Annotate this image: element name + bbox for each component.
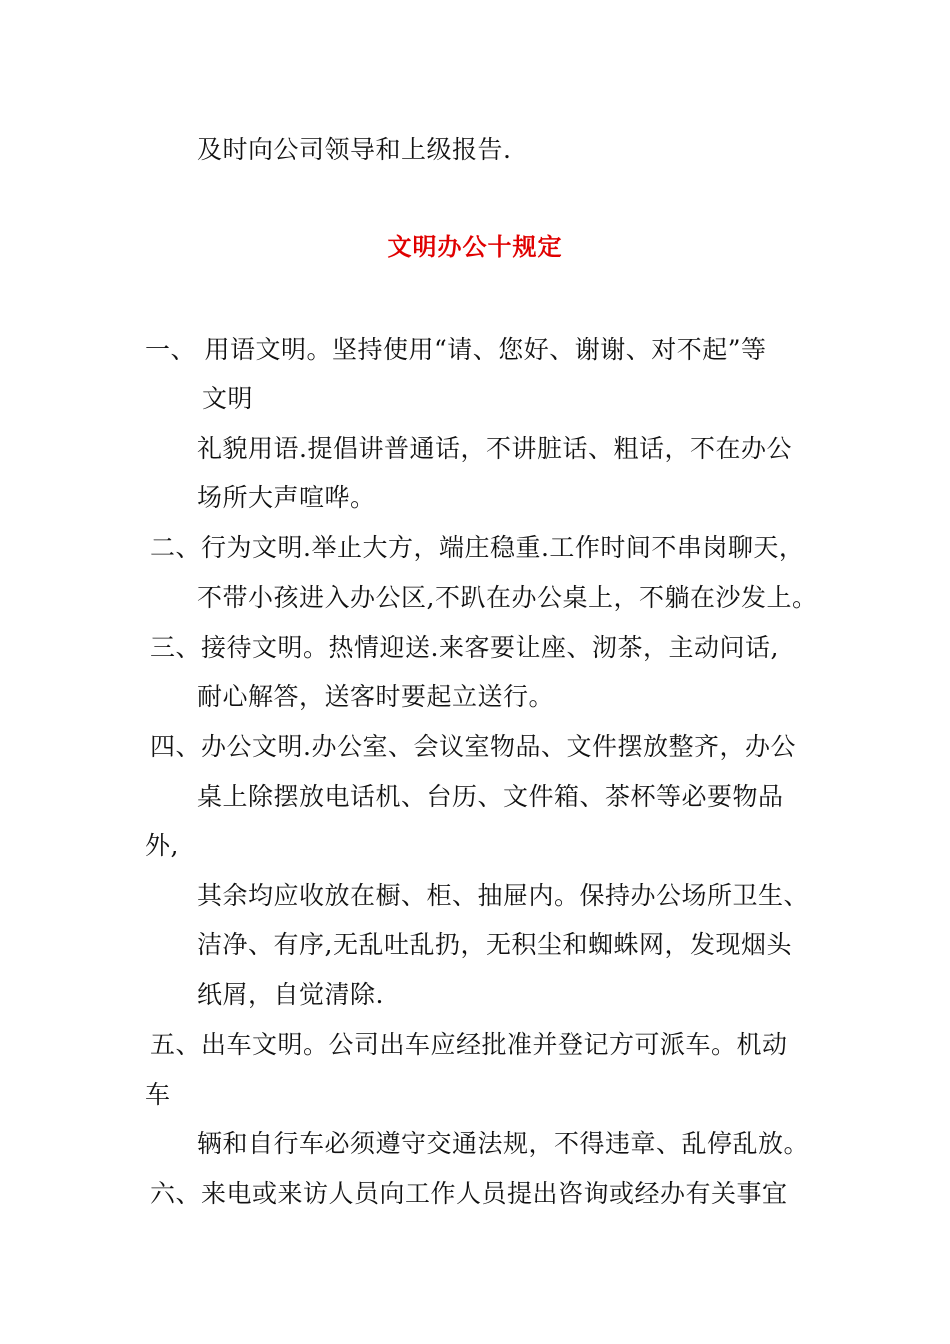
rule-3-line-1: 三、接待文明。热情迎送.来客要让座、沏茶，主动问话, (150, 633, 779, 662)
rule-4-line-1: 四、办公文明.办公室、会议室物品、文件摆放整齐，办公 (150, 732, 796, 761)
rule-5-line-3: 辆和自行车必须遵守交通法规，不得违章、乱停乱放。 (197, 1129, 810, 1158)
rule-2-line-1: 二、行为文明.举止大方，端庄稳重.工作时间不串岗聊天， (150, 533, 805, 562)
rule-4-line-2: 桌上除摆放电话机、台历、文件箱、茶杯等必要物品 (197, 782, 784, 811)
rule-1-line-1: 一、 用语文明。坚持使用“请、您好、谢谢、对不起”等 (145, 335, 767, 364)
rule-5-line-1: 五、出车文明。公司出车应经批准并登记方可派车。机动 (150, 1030, 788, 1059)
rule-4-line-5: 洁净、有序,无乱吐乱扔，无积尘和蜘蛛网，发现烟头 (197, 930, 792, 959)
rule-4-line-6: 纸屑，自觉清除. (197, 980, 384, 1009)
document-title: 文明办公十规定 (387, 232, 563, 261)
text-line-continuation: 及时向公司领导和上级报告. (197, 135, 512, 164)
rule-4-line-3: 外, (145, 831, 179, 860)
rule-4-line-4: 其余均应收放在橱、柜、抽屉内。保持办公场所卫生、 (197, 881, 810, 910)
rule-3-line-2: 耐心解答，送客时要起立送行。 (197, 682, 555, 711)
rule-5-line-2: 车 (145, 1080, 171, 1109)
rule-1-line-2: 文明 (202, 384, 254, 413)
rule-6-line-1: 六、来电或来访人员向工作人员提出咨询或经办有关事宜 (150, 1179, 788, 1208)
rule-2-line-2: 不带小孩进入办公区,不趴在办公桌上，不躺在沙发上。 (197, 583, 818, 612)
rule-1-line-4: 场所大声喧哗。 (197, 483, 376, 512)
rule-1-line-3: 礼貌用语.提倡讲普通话，不讲脏话、粗话，不在办公 (197, 434, 792, 463)
